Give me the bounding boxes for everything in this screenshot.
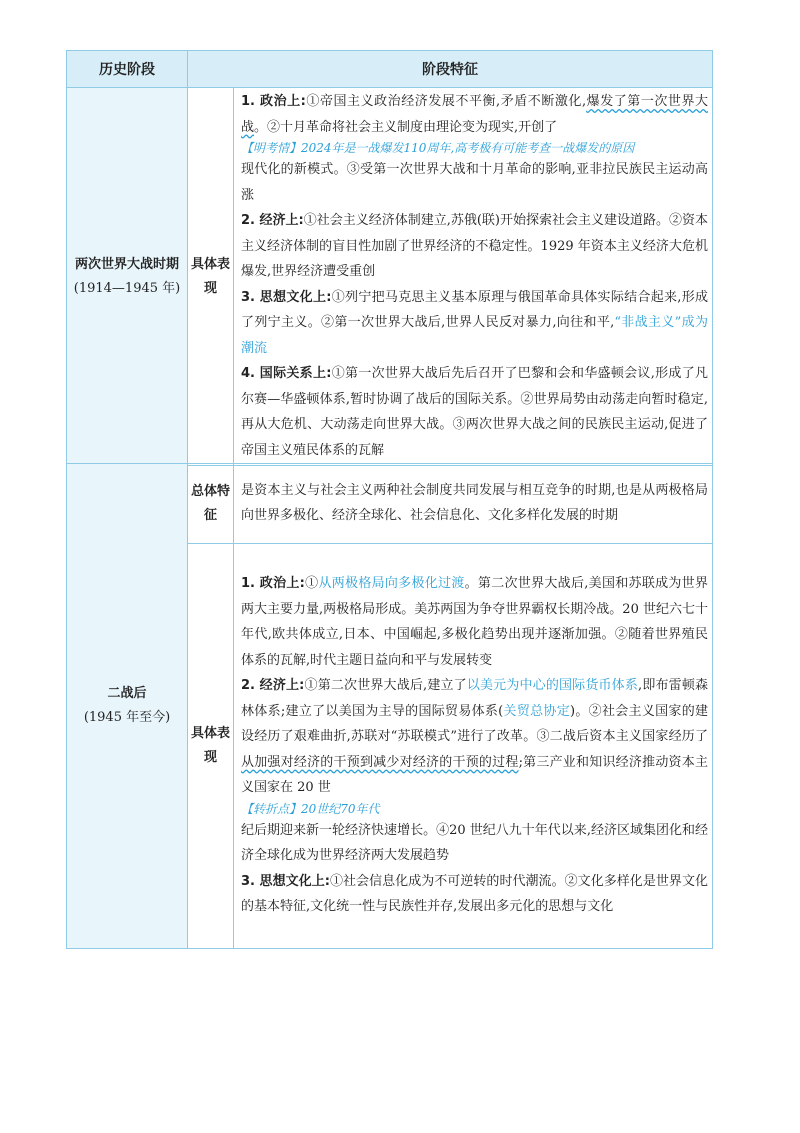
wavy-underline-text: 从加强对经济的干预到减少对经济的干预的过程 <box>241 754 519 770</box>
content-postwar <box>234 544 713 949</box>
content-overall: 是资本主义与社会主义两种社会制度共同发展与相互竞争的时期,也是从两极格局向世界多极化、经济全球化、社会信息化、文化多样化发展的时期 <box>234 464 713 544</box>
history-table-part2 <box>66 463 713 949</box>
item-economy: 2. 经济上:①社会主义经济体制建立,苏俄(联)开始探索社会主义建设道路。②资本主义经济体制的盲目性加剧了世界经济的不稳定性。1929 年资本主义经济大危机爆发,世界经济遭受重创 <box>241 213 708 279</box>
period-cell-postwar <box>67 464 188 949</box>
period-name: 两次世界大战时期 <box>74 256 179 272</box>
header-stage-features: 阶段特征 <box>188 51 713 88</box>
highlight-text: 从两极格局向多极化过渡 <box>318 576 465 592</box>
content-world-wars <box>234 88 713 466</box>
item-culture: 3. 思想文化上:①列宁把马克思主义基本原理与俄国革命具体实际结合起来,形成了列宁主义。②第一次世界大战后,世界人民反对暴力,向往和平,“非战主义”成为潮流 <box>241 289 708 356</box>
item-politics: 1. 政治上:①帝国主义政治经济发展不平衡,矛盾不断激化,爆发了第一次世界大战。②十月革命将社会主义制度由理论变为现实,开创了 【明考情】2024年是一战爆发110周年,高考极有可能考查一战爆发的原因 现代化的新模式。③受第一次世界大战和十月革命的影响,亚非拉民族民主运动高涨 <box>241 94 708 203</box>
period-years: (1945 年至今) <box>83 710 171 725</box>
item-culture: 3. 思想文化上:①社会信息化成为不可逆转的时代潮流。②文化多样化是世界文化的基本特征,文化统一性与民族性并存,发展出多元化的思想与文化 <box>241 873 708 915</box>
highlight-text: 关贸总协定 <box>503 703 571 719</box>
header-history-stage: 历史阶段 <box>67 51 188 88</box>
turning-point-note: 【转折点】20世纪70年代 <box>241 801 380 816</box>
history-table-part1 <box>66 50 713 466</box>
period-years: (1914—1945 年) <box>73 280 181 296</box>
label-specific-2: 具体表现 <box>188 544 234 949</box>
period-name: 二战后 <box>107 686 147 701</box>
item-relations: 4. 国际关系上:①第一次世界大战后先后召开了巴黎和会和华盛顿会议,形成了凡尔赛—华盛顿体系,暂时协调了战后的国际关系。②世界局势由动荡走向暂时稳定,再从大危机、大动荡走向世界大战。③两次世界大战之间的民族民主运动,促进了帝国主义殖民体系的瓦解 <box>241 366 708 458</box>
label-specific-1: 具体表现 <box>188 88 234 466</box>
highlight-text: 以美元为中心的国际货币体系 <box>466 678 639 694</box>
exam-note: 【明考情】2024年是一战爆发110周年,高考极有可能考查一战爆发的原因 <box>241 141 635 155</box>
period-cell-world-wars <box>67 88 188 466</box>
wavy-underline-text: 爆发了第一次世界大战 <box>241 94 708 135</box>
highlight-text: “非战主义”成为潮流 <box>241 315 708 356</box>
item-economy: 2. 经济上:①第二次世界大战后,建立了以美元为中心的国际货币体系,即布雷顿森林体系;建立了以美国为主导的国际贸易体系(关贸总协定)。②社会主义国家的建设经历了艰难曲折,苏联对“苏联模式”进行了改革。③二战后资本主义国家经历了从加强对经济的干预到减少对经济的干预的过程;第三产业和知识经济推动资本主义国家在 20 世 【转折点】20世纪70年代 纪后期迎来新一轮经济快速增长。④20 世纪八九十年代以来,经济区域集团化和经济全球化成为世界经济两大发展趋势 <box>241 678 708 864</box>
label-overall: 总体特征 <box>188 464 234 544</box>
item-politics: 1. 政治上:①从两极格局向多极化过渡。第二次世界大战后,美国和苏联成为世界两大主要力量,两极格局形成。美苏两国为争夺世界霸权长期冷战。20 世纪六七十年代,欧共体成立,日本、中国崛起,多极化趋势出现并逐渐加强。②随着世界殖民体系的瓦解,时代主题日益向和平与发展转变 <box>241 576 708 668</box>
